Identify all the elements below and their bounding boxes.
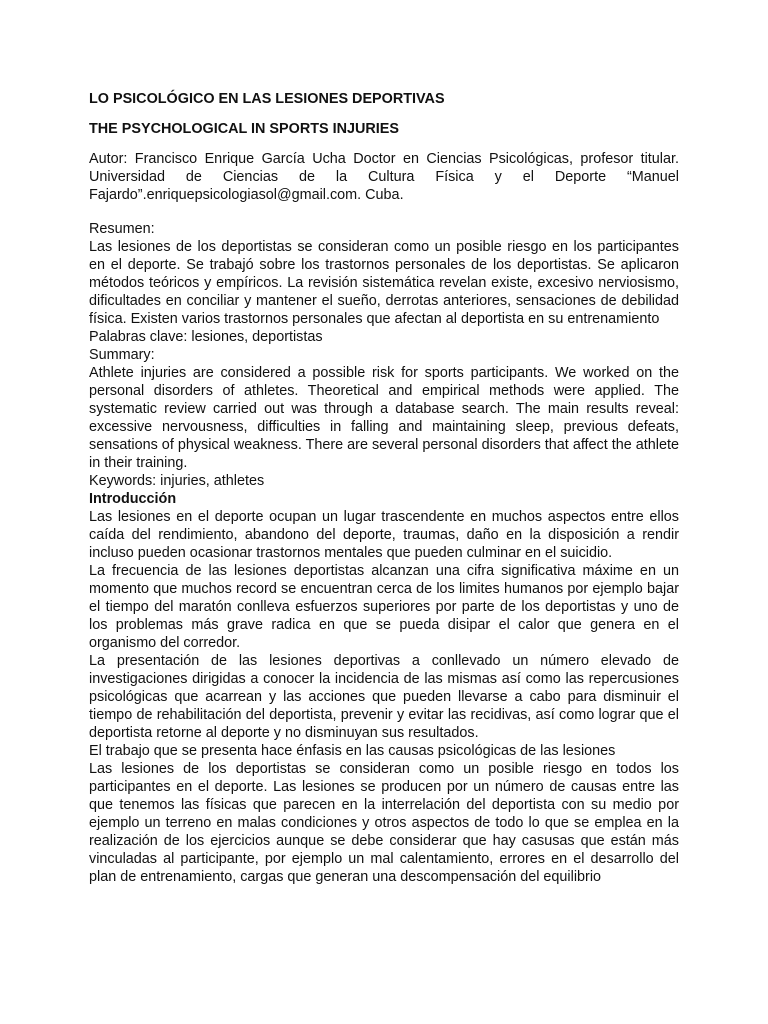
intro-paragraph: La presentación de las lesiones deportivas a conllevado un número elevado de investigaciones dirigidas a conocer la incidencia de las mismas así como las repercusiones psicológicas que acarrean y las acciones que pueden llevarse a cabo para disminuir el tiempo de rehabilitación del deportista, prevenir y evitar las recidivas, así como lograr que el deportista retorne al deporte y no disminuyan sus resultados.	[89, 653, 679, 741]
document-subtitle: THE PSYCHOLOGICAL IN SPORTS INJURIES	[89, 121, 399, 137]
summary-label: Summary:	[89, 347, 155, 363]
author-line: Autor: Francisco Enrique García Ucha Doctor en Ciencias Psicológicas, profesor titular. Universidad de Ciencias de la Cultura Física y el Deporte “Manuel Fajardo”.enriquepsicologiasol@gmail.com. Cuba.	[89, 151, 679, 203]
summary-text: Athlete injuries are considered a possible risk for sports participants. We worked on the personal disorders of athletes. Theoretical and empirical methods were applied. The systematic review carried out was through a database search. The main results reveal: excessive nervousness, difficulties in falling and maintaining sleep, previous defeats, sensations of physical weakness. There are several personal disorders that affect the athlete in their training.	[89, 365, 679, 471]
intro-paragraph: Las lesiones en el deporte ocupan un lugar trascendente en muchos aspectos entre ellos caída del rendimiento, abandono del deporte, traumas, daño en la disposición a rendir incluso pueden ocasionar trastornos mentales que pueden culminar en el suicidio.	[89, 509, 679, 561]
intro-paragraph: La frecuencia de las lesiones deportistas alcanzan una cifra significativa máxime en un momento que muchos record se encuentran cerca de los limites humanos por ejemplo bajar el tiempo del maratón conlleva esfuerzos superiores por parte de los deportistas y uno de los problemas más grave radica en que se pueda disipar el calor que genera en el organismo del corredor.	[89, 563, 679, 651]
resumen-label: Resumen:	[89, 221, 155, 237]
palabras-clave: Palabras clave: lesiones, deportistas	[89, 329, 323, 345]
resumen-text: Las lesiones de los deportistas se consideran como un posible riesgo en los participantes en el deporte. Se trabajó sobre los trastornos personales de los deportistas. Se aplicaron métodos teóricos y empíricos. La revisión sistemática revelan existe, excesivo nerviosismo, dificultades en conciliar y mantener el sueño, derrotas anteriores, sensaciones de debilidad física. Existen varios trastornos personales que afectan al deportista en su entrenamiento	[89, 239, 679, 327]
intro-heading: Introducción	[89, 491, 177, 507]
intro-paragraph: El trabajo que se presenta hace énfasis en las causas psicológicas de las lesiones	[89, 743, 616, 759]
keywords: Keywords: injuries, athletes	[89, 473, 265, 489]
document-title: LO PSICOLÓGICO EN LAS LESIONES DEPORTIVAS	[89, 91, 445, 107]
intro-paragraph: Las lesiones de los deportistas se consideran como un posible riesgo en todos los participantes en el deporte. Las lesiones se producen por un número de causas entre las que tenemos las físicas que parecen en la interrelación del deportista con su medio por ejemplo un terreno en malas condiciones y otros aspectos de todo lo que se emplea en la realización de los ejercicios aunque se debe considerar que hay casusas que están más vinculadas al participante, por ejemplo un mal calentamiento, errores en el desarrollo del plan de entrenamiento, cargas que generan una descompensación del equilibrio	[89, 761, 679, 885]
